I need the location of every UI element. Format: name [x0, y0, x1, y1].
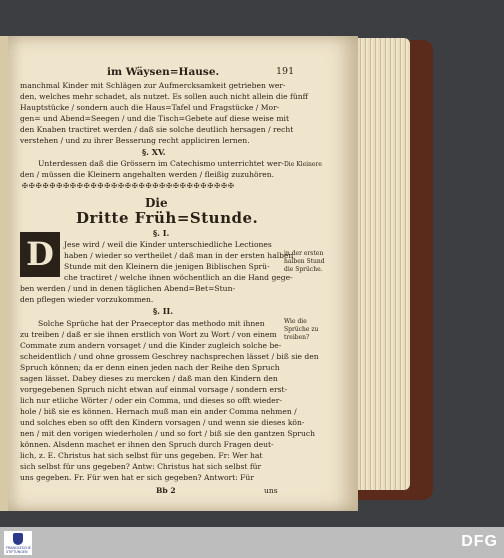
- text-line: ben werden / und in denen täglichen Abend=Bet=Stun-: [20, 284, 236, 293]
- text-line: scheidentlich / und ohne grossem Geschrey nachsprechen lässet / biß sie den: [20, 352, 319, 361]
- text-line: Unterdessen daß die Grössern im Catechismo unterrichtet wer-: [38, 159, 284, 168]
- text-line: den Knaben tractiret werden / daß sie solche deutlich hersagen / recht: [20, 125, 294, 134]
- text-line: manchmal Kinder mit Schlägen zur Aufmercksamkeit getrieben wer-: [20, 81, 286, 90]
- section-heading-xv: §. XV.: [142, 147, 166, 157]
- dfg-logo[interactable]: DFG: [461, 533, 498, 550]
- margin-note: die Sprüche.: [284, 266, 323, 273]
- text-line: che tractiret / welche ihnen wöchentlich an die Hand gege-: [64, 273, 293, 282]
- viewer-footer: [0, 527, 504, 558]
- margin-note: Sprüche zu: [284, 326, 319, 333]
- text-line: sich selbst für uns gegeben? Antw: Christus hat sich selbst für: [20, 462, 262, 471]
- text-line: haben / wieder so vertheilet / daß man in der ersten halben: [64, 251, 294, 260]
- drop-cap: D: [20, 232, 60, 277]
- text-line: Commate zum andern vorsaget / und die Kinder zugleich solche be-: [20, 341, 282, 350]
- running-title: im Wäysen=Hause.: [107, 66, 220, 78]
- chapter-title: Dritte Früh=Stunde.: [76, 209, 259, 227]
- text-line: zu treiben / daß er sie ihnen erstlich von Wort zu Wort / von einem: [20, 330, 277, 339]
- text-line: Stunde mit den Kleinern die jenigen Biblischen Sprü-: [64, 262, 270, 271]
- text-line: hole / biß sie es können. Hernach muß man ein ander Comma nehmen /: [20, 407, 297, 416]
- text-line: Solche Sprüche hat der Praeceptor das methodo mit ihnen: [38, 319, 265, 328]
- margin-note: Die Kleinere: [284, 161, 322, 168]
- text-line: vorgegebenen Spruch nicht etwan auf einmal vorsage / sondern erst-: [20, 385, 288, 394]
- section-heading-i: §. I.: [153, 228, 170, 238]
- text-line: lich, z. E. Christus hat sich selbst für uns gegeben. Fr: Wer hat: [20, 451, 263, 460]
- text-line: verstehen / und zu ihrer Besserung recht appliciren lernen.: [20, 136, 250, 145]
- book-page: [8, 36, 358, 511]
- chapter-label: Die: [145, 196, 168, 210]
- signature-mark: Bb 2: [156, 486, 176, 495]
- library-logo[interactable]: [4, 531, 32, 555]
- text-line: Jese wird / weil die Kinder unterschiedliche Lectiones: [64, 240, 272, 249]
- catchword: uns: [264, 486, 278, 495]
- section-heading-ii: §. II.: [153, 306, 174, 316]
- text-line: Spruch können; da er denn einen jeden nach der Reihe den Spruch: [20, 363, 280, 372]
- text-line: und solches eben so offt den Kindern vorsagen / und wenn sie dieses kön-: [20, 418, 305, 427]
- text-line: uns gegeben. Fr. Für wen hat er sich gegeben? Antwort: Für: [20, 473, 254, 482]
- library-logo-text: FRANCKESCHE STIFTUNGEN: [6, 546, 31, 554]
- text-line: können. Alsdenn machet er ihnen den Spruch durch Fragen deut-: [20, 440, 274, 449]
- text-line: lich nur etliche Wörter / oder ein Comma, und dieses so offt wieder-: [20, 396, 282, 405]
- page-number: 191: [276, 66, 295, 77]
- text-line: den, welches mehr schadet, als nutzet. Es sollen auch nicht allein die fünff: [20, 92, 309, 101]
- text-line: gen= und Abend=Seegen / und die Tisch=Gebete auf diese weise mit: [20, 114, 290, 123]
- ornament-rule: ✠✠✠✠✠✠✠✠✠✠✠✠✠✠✠✠✠✠✠✠✠✠✠✠✠✠✠✠✠✠✠: [22, 182, 235, 190]
- text-line: sagen lässet. Dabey dieses zu mercken / daß man den Kindern den: [20, 374, 278, 383]
- library-crest-icon: [13, 533, 23, 545]
- text-line: den / müssen die Kleinern angehalten werden / fleißig zuzuhören.: [20, 170, 275, 179]
- text-line: nen / mit den vorigen wiederholen / und so fort / biß sie den gantzen Spruch: [20, 429, 315, 438]
- text-line: Hauptstücke / sondern auch die Haus=Tafel und Fragstücke / Mor-: [20, 103, 280, 112]
- margin-note: halben Stund: [284, 258, 325, 265]
- margin-note: treiben?: [284, 334, 310, 341]
- margin-note: Wie die: [284, 318, 307, 325]
- margin-note: in der ersten: [284, 250, 324, 257]
- text-line: den pflegen wieder vorzukommen.: [20, 295, 154, 304]
